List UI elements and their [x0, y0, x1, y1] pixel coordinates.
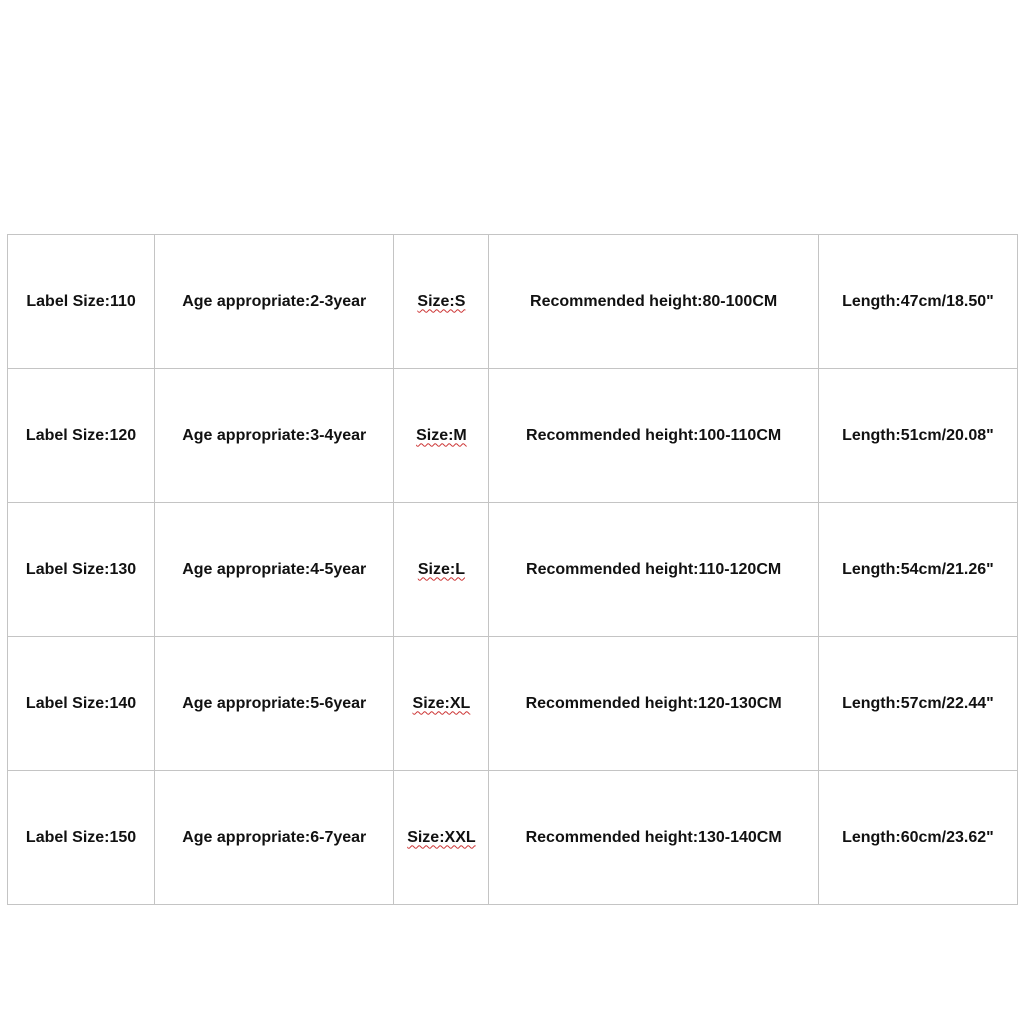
length-cell: Length:60cm/23.62": [818, 771, 1017, 905]
size-value: Size:L: [417, 560, 465, 578]
table-row: [8, 503, 1018, 637]
age-cell: Age appropriate:3-4year: [155, 369, 394, 503]
size-chart-table: [7, 234, 1018, 905]
height-cell: Recommended height:80-100CM: [489, 235, 818, 369]
age-cell: Age appropriate:6-7year: [155, 771, 394, 905]
length-cell: Length:54cm/21.26": [818, 503, 1017, 637]
label-size-cell: Label Size:150: [8, 771, 155, 905]
length-cell: Length:47cm/18.50": [818, 235, 1017, 369]
label-size-cell: Label Size:130: [8, 503, 155, 637]
table-row: [8, 637, 1018, 771]
age-cell: Age appropriate:5-6year: [155, 637, 394, 771]
height-cell: Recommended height:100-110CM: [489, 369, 818, 503]
length-cell: Length:51cm/20.08": [818, 369, 1017, 503]
height-cell: Recommended height:110-120CM: [489, 503, 818, 637]
size-value: Size:XXL: [407, 828, 476, 846]
table-row: [8, 235, 1018, 369]
label-size-cell: Label Size:120: [8, 369, 155, 503]
length-cell: Length:57cm/22.44": [818, 637, 1017, 771]
size-cell: [394, 771, 489, 905]
size-value: Size:M: [416, 426, 467, 444]
height-cell: Recommended height:130-140CM: [489, 771, 818, 905]
table-row: [8, 369, 1018, 503]
height-cell: Recommended height:120-130CM: [489, 637, 818, 771]
size-cell: [394, 503, 489, 637]
size-value: Size:XL: [412, 694, 471, 712]
label-size-cell: Label Size:140: [8, 637, 155, 771]
table-row: [8, 771, 1018, 905]
size-cell: [394, 637, 489, 771]
size-cell: [394, 369, 489, 503]
size-value: Size:S: [417, 292, 466, 310]
label-size-cell: Label Size:110: [8, 235, 155, 369]
age-cell: Age appropriate:4-5year: [155, 503, 394, 637]
size-cell: [394, 235, 489, 369]
age-cell: Age appropriate:2-3year: [155, 235, 394, 369]
